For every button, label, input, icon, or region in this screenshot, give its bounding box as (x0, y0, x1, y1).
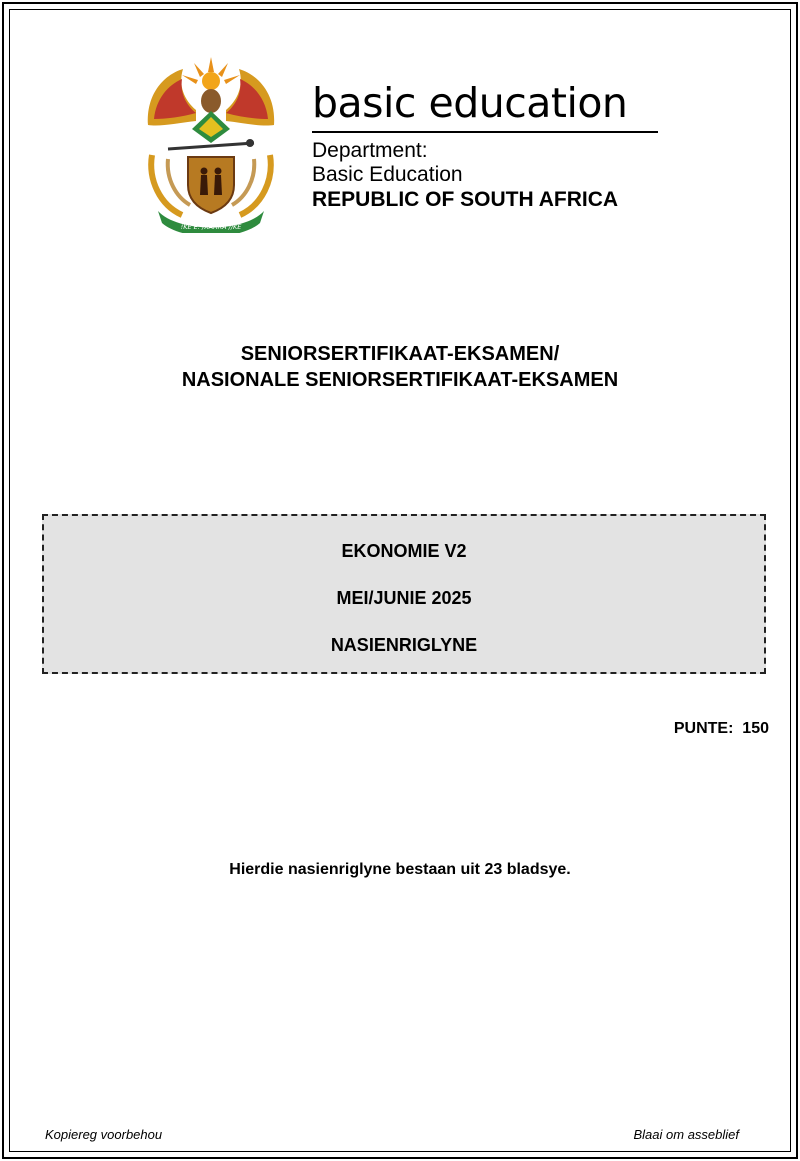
turn-over-notice: Blaai om asseblief (633, 1127, 739, 1142)
subject-box (42, 514, 766, 674)
exam-heading (0, 341, 800, 393)
motto-text: !KE E: /XARRA //KE (180, 223, 242, 231)
department-brand (312, 80, 672, 213)
exam-title-line2: NASIONALE SENIORSERTIFIKAAT-EKSAMEN (181, 369, 619, 391)
exam-title-line1: SENIORSERTIFIKAAT-EKSAMEN/ (240, 343, 560, 365)
brand-title: basic education (312, 79, 628, 127)
coat-of-arms-icon (138, 55, 284, 233)
brand-divider (312, 131, 658, 133)
page-count-note: Hierdie nasienriglyne bestaan uit 23 bladsye. (229, 861, 571, 878)
exam-session: MEI/JUNIE 2025 (336, 588, 472, 608)
subject-name: EKONOMIE V2 (341, 541, 467, 561)
country-name: REPUBLIC OF SOUTH AFRICA (312, 188, 619, 211)
sun-icon (182, 57, 240, 90)
department-name: Basic Education (312, 163, 463, 186)
total-marks: PUNTE: 150 (673, 720, 769, 737)
copyright-notice: Kopiereg voorbehou (45, 1127, 163, 1142)
document-type: NASIENRIGLYNE (330, 635, 478, 655)
department-label: Department: (312, 139, 428, 162)
